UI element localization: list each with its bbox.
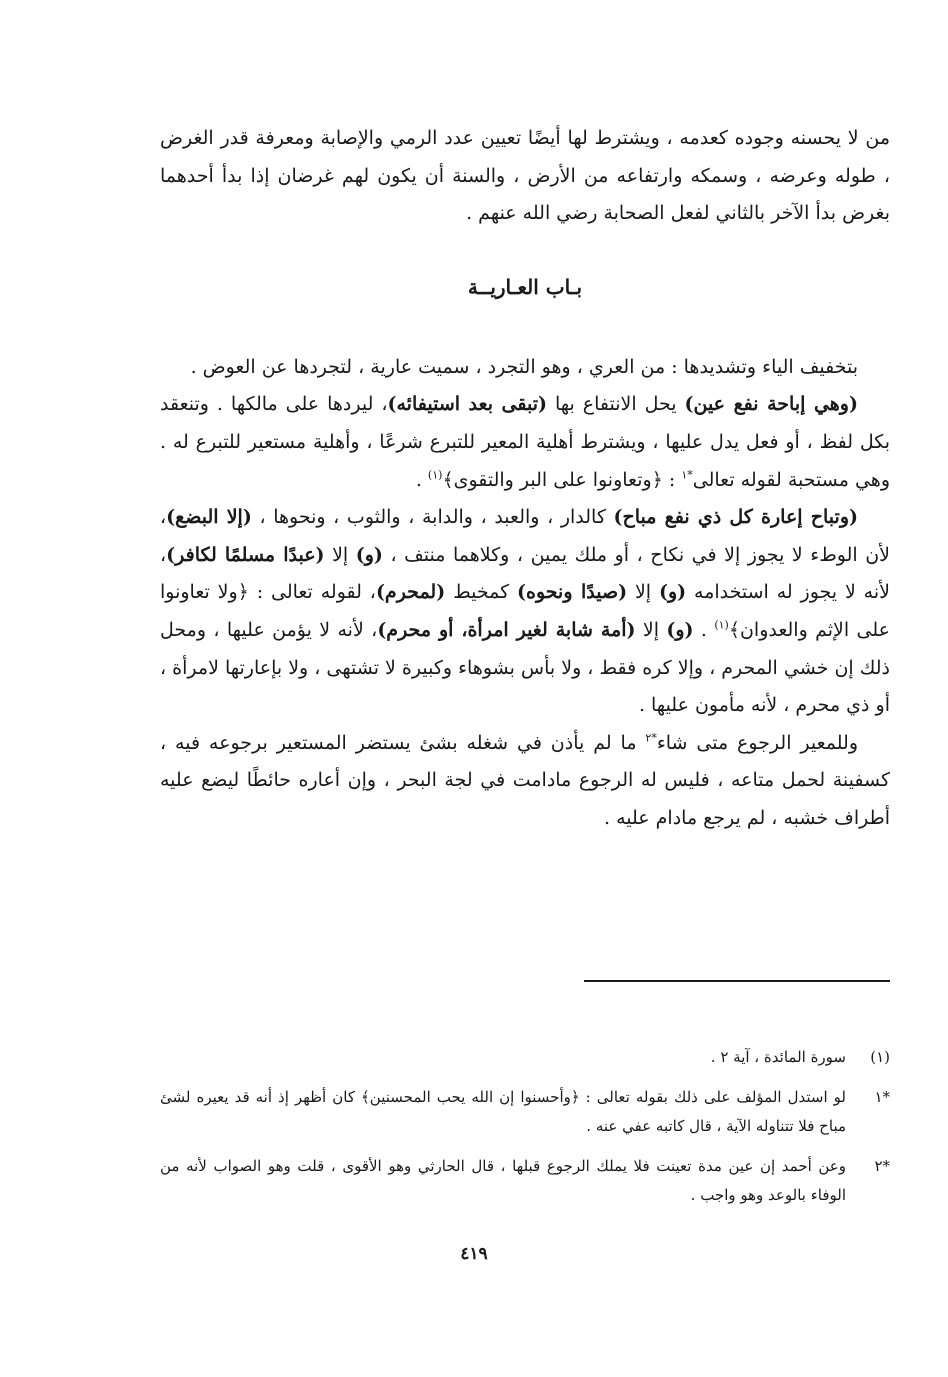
footnote-number: *٢ xyxy=(874,1157,890,1175)
footnote-separator xyxy=(584,980,890,982)
sharh-text: . xyxy=(415,468,428,491)
opening-paragraph: من لا يحسنه وجوده كعدمه ، ويشترط لها أيضًا تعيين عدد الرمي والإصابة ومعرفة قدر الغرض ، طوله وعرضه ، وسمكه وارتفاعه من الأرض ، والسنة أن يكون لهم غرضان إذا بدأ أحدهما بغرض بدأ الآخر بالثاني لفعل الصحابة رضي الله عنهم . xyxy=(160,127,890,225)
footnote-item xyxy=(160,1043,890,1072)
sharh-text: ، لأنه لا يجوز له استخدامه xyxy=(160,543,890,604)
permissibility-paragraph xyxy=(160,499,890,725)
sharh-text: ، ليردها على مالكها . وتنعقد بكل لفظ ، أو فعل يدل عليها ، ويشترط أهلية المعير للتبرع شرعًا ، وأهلية مستعير للتبرع له . وهي مستحبة لقوله تعالى xyxy=(160,393,890,491)
sharh-text: : ﴿وتعاونوا على البر والتقوى﴾ xyxy=(442,468,682,491)
footnote-reference: (١) xyxy=(714,618,729,632)
matn-text: (وهي إباحة نفع عين) xyxy=(684,393,858,416)
matn-text: (تبقى بعد استيفائه) xyxy=(387,393,547,416)
page-body xyxy=(160,120,890,838)
sharh-text: ، لأنه لا يؤمن عليها ، ومحل ذلك إن خشي المحرم ، وإلا كره فقط ، ولا بأس بشوهاء وكبيرة لا تشتهى ، ولا بإعارتها لامرأة ، أو ذي محرم ، لأنه مأمون عليها . xyxy=(160,618,890,717)
sharh-text: إلا xyxy=(635,618,667,641)
revocation-paragraph xyxy=(160,725,890,838)
intro-paragraph: بتخفيف الياء وتشديدها : من العري ، وهو التجرد ، سميت عارية ، لتجردها عن العوض . xyxy=(190,355,858,378)
footnote-reference: (١) xyxy=(427,468,443,482)
matn-text: (عبدًا مسلمًا لكافر) xyxy=(166,543,325,566)
matn-text: (و) xyxy=(666,618,694,641)
matn-text: (وتباح إعارة كل ذي نفع مباح) xyxy=(613,506,858,529)
footnote-item xyxy=(160,1152,890,1210)
footnote-number: (١) xyxy=(870,1048,890,1066)
footnote-text: وعن أحمد إن عين مدة تعينت فلا يملك الرجوع قبلها ، قال الحارثي وهو الأقوى ، قلت وهو الصواب لأنه من الوفاء بالوعد وهو واجب . xyxy=(160,1157,846,1204)
footnote-text: سورة المائدة ، آية ٢ . xyxy=(710,1048,846,1066)
definition-paragraph xyxy=(160,386,890,499)
sharh-text: ، لأن الوطء لا يجوز إلا في نكاح ، أو ملك يمين ، وكلاهما منتف ، xyxy=(160,506,891,566)
matn-text: (و) xyxy=(658,581,687,604)
matn-text: (صيدًا ونحوه) xyxy=(517,581,628,604)
footnote-marker: *٢ xyxy=(645,731,657,745)
sharh-text: إلا xyxy=(627,581,659,604)
sharh-text: . xyxy=(693,618,715,641)
footnotes-section xyxy=(160,1043,890,1221)
sharh-text: كمخيط xyxy=(445,581,518,604)
matn-text: (أمة شابة لغير امرأة، أو محرم) xyxy=(377,618,636,641)
footnote-text: لو استدل المؤلف على ذلك بقوله تعالى : ﴿وأحسنوا إن الله يحب المحسنين﴾ كان أظهر إذ أنه قد يعيره لشئ مباح فلا تتناوله الآية ، قال كاتبه عفي عنه . xyxy=(160,1088,846,1135)
sharh-text: كالدار ، والعبد ، والدابة ، والثوب ، ونحوها ، xyxy=(251,506,614,529)
footnote-number: *١ xyxy=(874,1088,890,1106)
sharh-text: ما لم يأذن في شغله بشئ يستضر المستعير برجوعه فيه ، كسفينة لحمل متاعه ، فليس له الرجوع مادامت في لجة البحر ، وإن أعاره حائطًا ليضع عليه أطراف خشبه ، لم يرجع مادام عليه . xyxy=(160,731,890,829)
footnote-marker: *١ xyxy=(681,468,693,482)
chapter-title: بـاب العـاريــة xyxy=(467,274,583,299)
matn-text: (و) xyxy=(355,543,383,566)
sharh-text: وللمعير الرجوع متى شاء xyxy=(656,731,858,754)
sharh-text: إلا xyxy=(324,543,356,566)
sharh-text: ، لقوله تعالى : ﴿ولا تعاونوا على الإثم والعدوان﴾ xyxy=(160,581,891,641)
sharh-text: يحل الانتفاع بها xyxy=(546,393,685,416)
matn-text: (إلا البضع) xyxy=(166,506,252,529)
matn-text: (لمحرم) xyxy=(375,581,446,604)
page-number: ٤١٩ xyxy=(460,1244,488,1264)
footnote-item xyxy=(160,1083,890,1141)
